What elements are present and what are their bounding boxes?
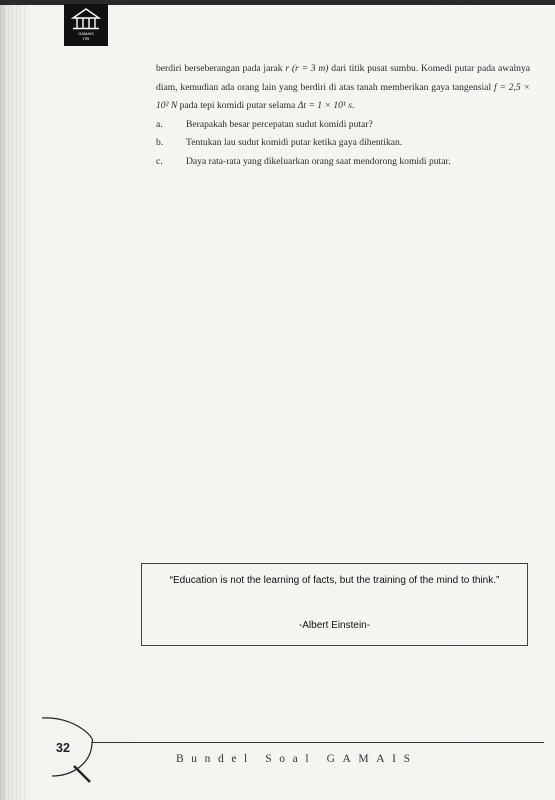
question-text: Berapakah besar percepatan sudut komidi putar? <box>186 118 373 130</box>
gamais-logo <box>64 4 108 46</box>
page-number: 32 <box>56 741 70 755</box>
math-time: Δt = 1 × 10¹ s <box>297 100 352 111</box>
question-label: a. <box>156 118 163 130</box>
intro-text-3: pada tepi komidi putar selama <box>177 100 298 111</box>
question-text: Tentukan lau sudut komidi putar ketika gaya dihentikan. <box>186 137 403 148</box>
question-item <box>156 134 530 153</box>
question-item <box>156 116 530 135</box>
question-item <box>156 153 530 172</box>
footer-title: Bundel Soal GAMAIS <box>176 753 418 765</box>
math-force: f = 2,5 × 10² N <box>156 81 530 111</box>
quote-text: “Education is not the learning of facts, but the training of the mind to think.” <box>169 575 500 586</box>
question-label: b. <box>156 137 164 148</box>
question-text: Daya rata-rata yang dikeluarkan orang saat mendorong komidi putar. <box>186 155 451 167</box>
problem-paragraph <box>156 60 530 116</box>
logo-line-2: ITB <box>82 36 90 41</box>
page-stack-edge <box>0 0 28 800</box>
quote-box <box>141 563 528 646</box>
math-radius: r (r = 3 m) <box>285 63 329 74</box>
problem-content <box>156 60 530 171</box>
quote-author: -Albert Einstein- <box>298 620 371 631</box>
footer-rule <box>92 742 544 743</box>
intro-text-2: dari titik pusat sumbu. Komedi putar pada awalnya diam, kemudian ada orang lain yang berdiri di atas tanah memberikan gaya tangensial <box>156 63 530 93</box>
building-icon <box>70 8 102 30</box>
intro-text-1: berdiri berseberangan pada jarak <box>156 63 286 74</box>
question-list <box>156 116 530 172</box>
intro-text-4: . <box>351 100 355 111</box>
question-label: c. <box>156 155 163 167</box>
logo-line-1: GAMAIS <box>78 31 94 36</box>
